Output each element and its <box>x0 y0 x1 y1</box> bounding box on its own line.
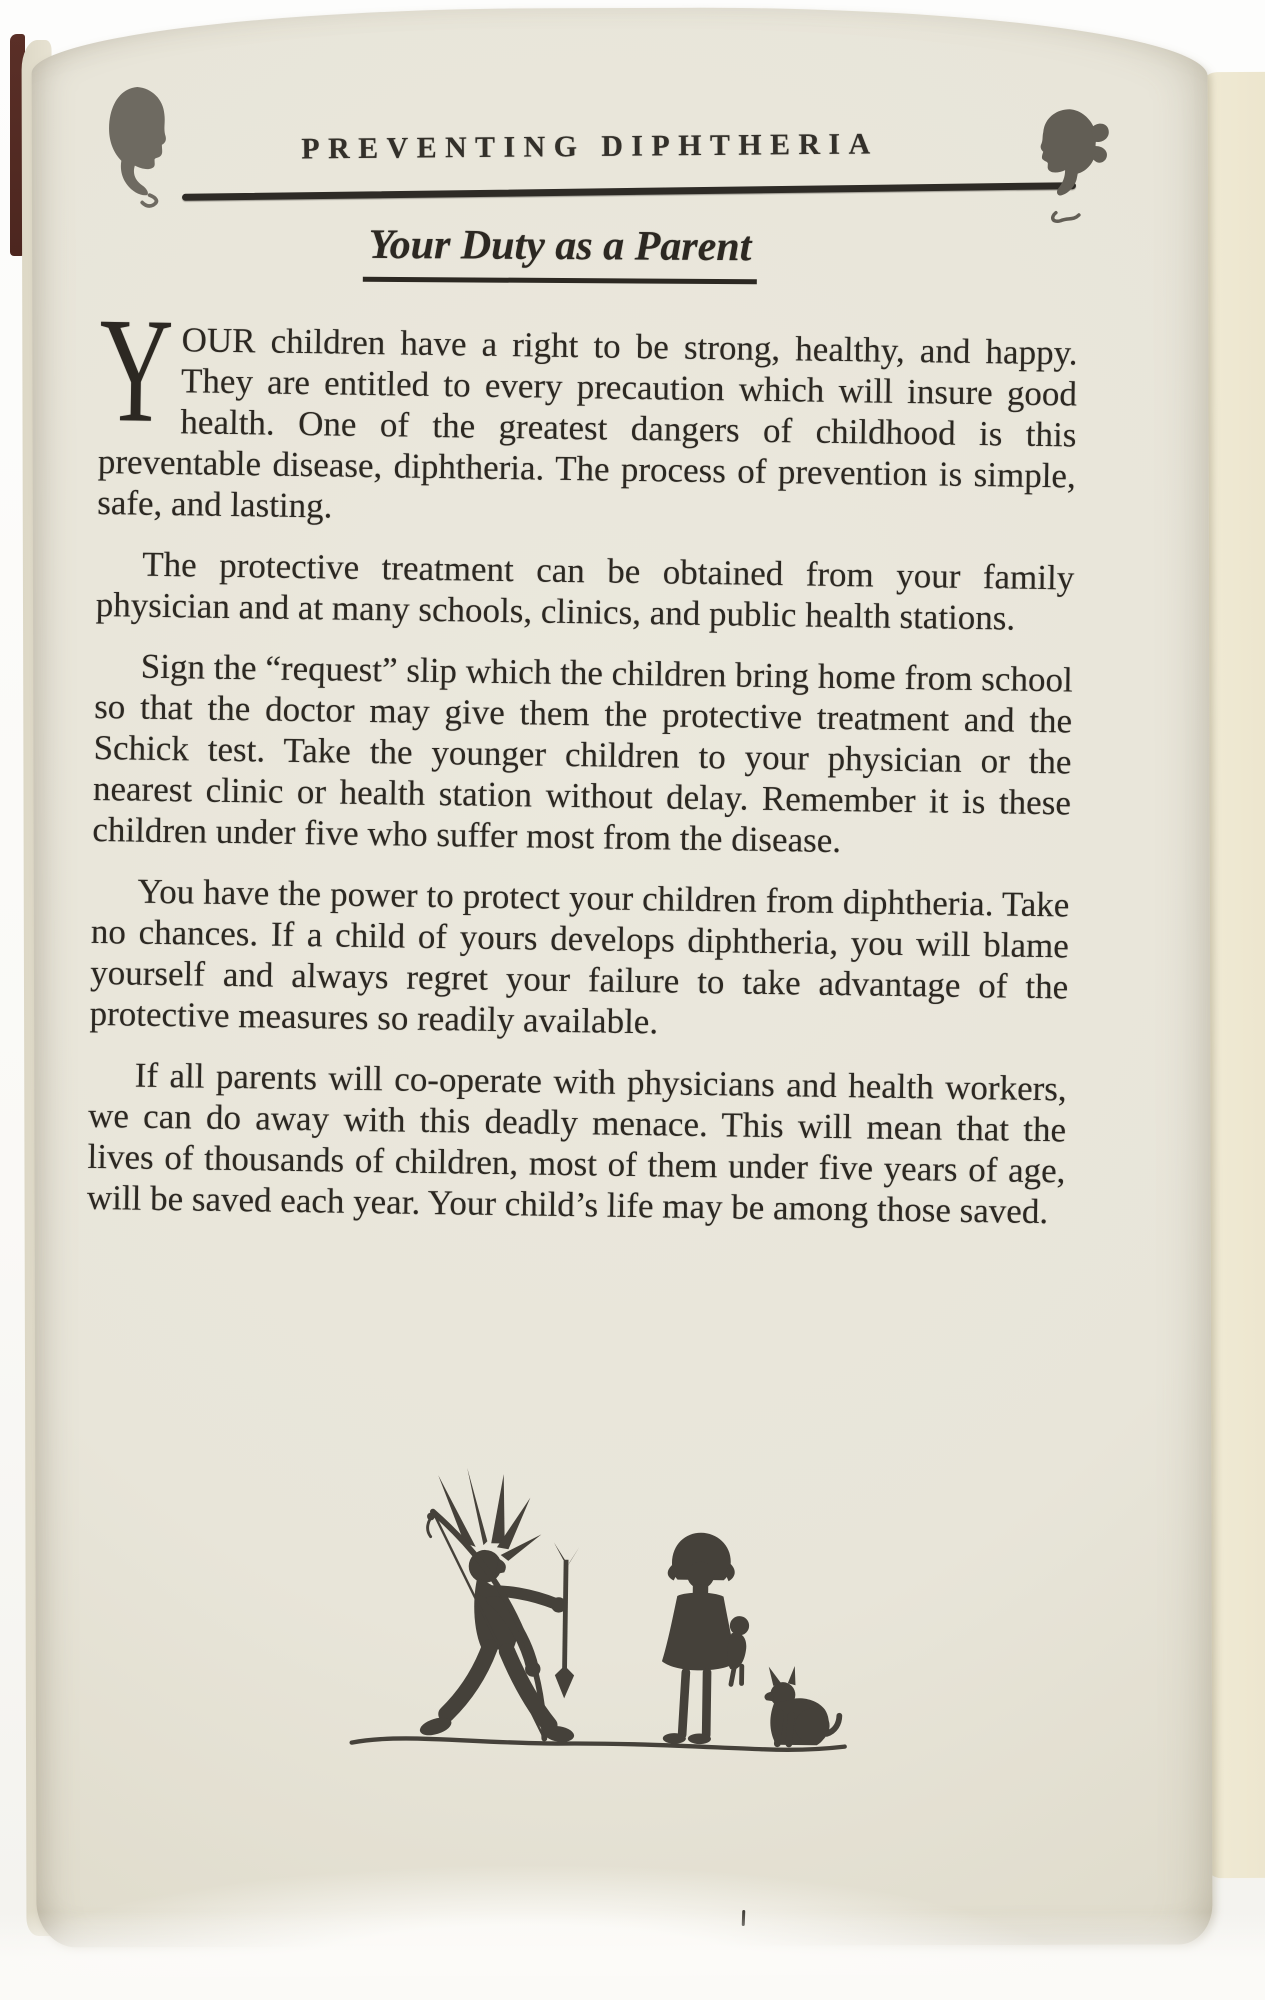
girl-head-silhouette-icon <box>1026 102 1118 241</box>
section-heading <box>290 220 830 284</box>
dropcap-letter: Y <box>97 287 175 455</box>
section-heading-text: Your Duty as a Parent <box>362 221 757 284</box>
paragraph-4: You have the power to protect your children from diphtheria. Take no chances. If a child of yours develops diphtheria, you will blame yourself and always regret your failure to take advantage of the protective measures so readily available. <box>89 871 1070 1042</box>
children-playing-illustration <box>336 1454 860 1784</box>
body-text <box>86 287 1078 1252</box>
page-title: PREVENTING DIPHTHERIA <box>301 127 879 166</box>
paragraph-2: The protective treatment can be obtained from your family physician and at many schools, clinics, and public health stations. <box>95 544 1075 638</box>
paragraph-3: Sign the “request” slip which the children bring home from school so that the doctor may give them the protective treatment and the Schick test. Take the younger children to your physician or the nearest clinic or health station without delay. Remember it is these children under five who suffer most from the disease. <box>92 646 1074 861</box>
paragraph-1-text: OUR children have a right to be strong, healthy, and happy. They are entitled to every precaution which will insure good health. One of the greatest dangers of childhood is this preventable disease, diphtheria. The process of prevention is simple, safe, and lasting. <box>96 320 1078 526</box>
boy-head-silhouette-icon <box>98 82 184 215</box>
paragraph-1 <box>96 287 1078 537</box>
paragraph-5: If all parents will co-operate with physicians and health workers, we can do away with this deadly menace. This will mean that the lives of thousands of children, most of them under five years of age, will be saved each year. Your child’s life may be among those saved. <box>86 1055 1067 1232</box>
scan-glare <box>0 1912 1265 2000</box>
